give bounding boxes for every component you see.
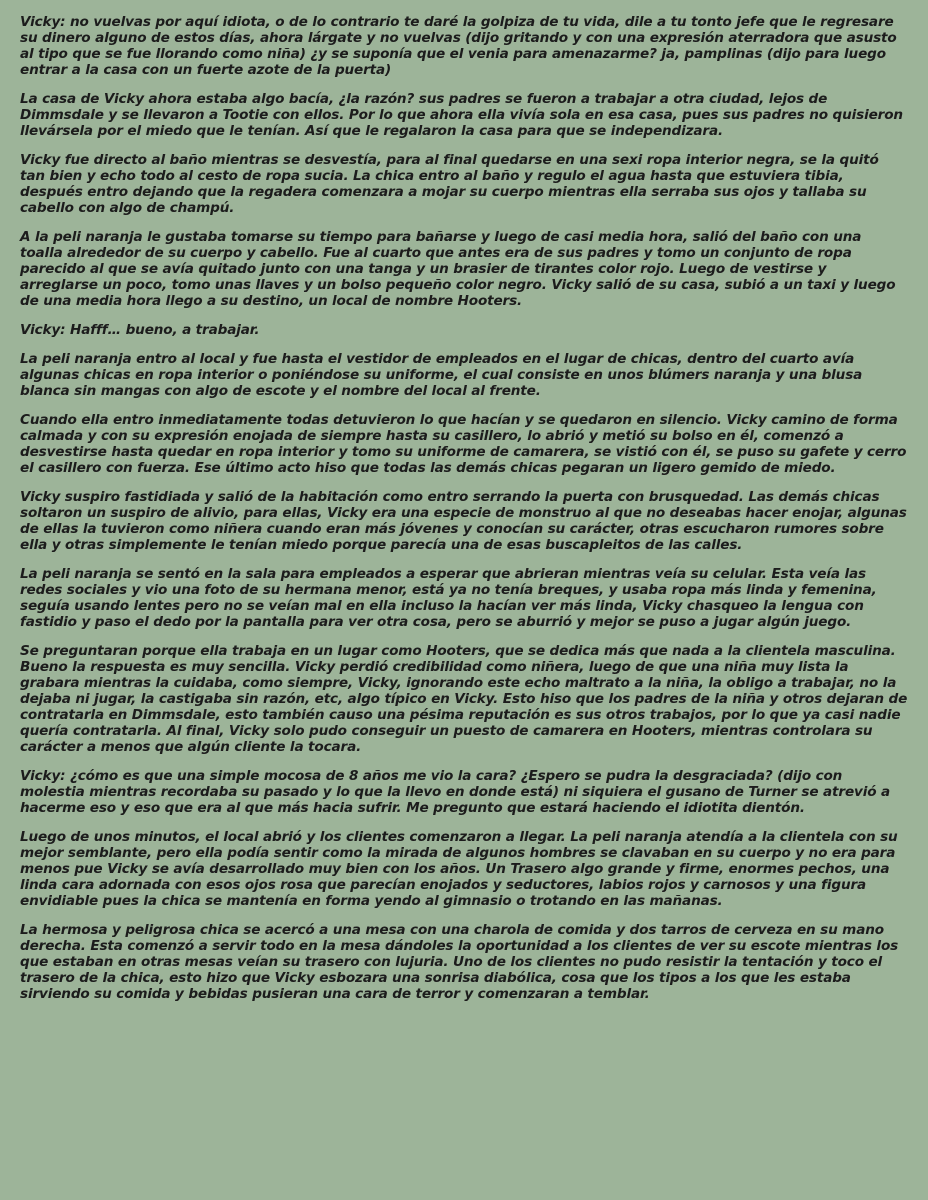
story-paragraph-2: La casa de Vicky ahora estaba algo bacía, ¿la razón? sus padres se fueron a trabajar a otra ciudad, lejos de Dimmsdale y se llevaron a Tootie con ellos. Por lo que ahora ella vivía sola en esa casa, pues sus padres no quisieron llevársela por el miedo que le tenían. Así que le regalaron la casa para que se independizara.	[20, 91, 903, 139]
story-paragraph-11: Vicky: ¿cómo es que una simple mocosa de 8 años me vio la cara? ¿Espero se pudra la desgraciada? (dijo con molestia mientras recordaba su pasado y lo que la llevo en donde está) ni siquiera el gusano de Turner se atrevió a hacerme eso y eso que era al que más hacia sufrir. Me pregunto que estará haciendo el idiotita dientón.	[20, 768, 891, 816]
story-paragraph-1: Vicky: no vuelvas por aquí idiota, o de lo contrario te daré la golpiza de tu vida, dile a tu tonto jefe que le regresare su dinero alguno de estos días, ahora lárgate y no vuelvas (dijo gritando y con una expresión aterradora que asusto al tipo que se fue llorando como niña) ¿y se suponía que el venia para amenazarme? ja, pamplinas (dijo para luego entrar a la casa con un fuerte azote de la puerta)	[20, 14, 897, 78]
story-paragraph-7: Cuando ella entro inmediatamente todas detuvieron lo que hacían y se quedaron en silencio. Vicky camino de forma calmada y con su expresión enojada de siempre hasta su casillero, lo abrió y metió su bolso en él, comenzó a desvestirse hasta quedar en ropa interior y tomo su uniforme de camarera, se vistió con él, se puso su gafete y cerro el casillero con fuerza. Ese último acto hiso que todas las demás chicas pegaran un ligero gemido de miedo.	[20, 412, 907, 476]
story-paragraph-5: Vicky: Hafff… bueno, a trabajar.	[20, 322, 260, 338]
story-paragraph-8: Vicky suspiro fastidiada y salió de la habitación como entro serrando la puerta con brusquedad. Las demás chicas soltaron un suspiro de alivio, para ellas, Vicky era una especie de monstruo al que no deseabas hacer enojar, algunas de ellas la tuvieron como niñera cuando eran más jóvenes y conocían su carácter, otras escucharon rumores sobre ella y otras simplemente le tenían miedo porque parecía una de esas buscapleitos de las calles.	[20, 489, 907, 553]
story-paragraph-13: La hermosa y peligrosa chica se acercó a una mesa con una charola de comida y dos tarros de cerveza en su mano derecha. Esta comenzó a servir todo en la mesa dándoles la oportunidad a los clientes de ver su escote mientras los que estaban en otras mesas veían su trasero con lujuria. Uno de los clientes no pudo resistir la tentación y toco el trasero de la chica, esto hizo que Vicky esbozara una sonrisa diabólica, cosa que los tipos a los que les estaba sirviendo su comida y bebidas pusieran una cara de terror y comenzaran a temblar.	[20, 922, 899, 1002]
story-paragraph-4: A la peli naranja le gustaba tomarse su tiempo para bañarse y luego de casi media hora, salió del baño con una toalla alrededor de su cuerpo y cabello. Fue al cuarto que antes era de sus padres y tomo un conjunto de ropa parecido al que se avía quitado junto con una tanga y un brasier de tirantes color rojo. Luego de vestirse y arreglarse un poco, tomo unas llaves y un bolso pequeño color negro. Vicky salió de su casa, subió a un taxi y luego de una media hora llego a su destino, un local de nombre Hooters.	[20, 229, 896, 309]
story-paragraph-10: Se preguntaran porque ella trabaja en un lugar como Hooters, que se dedica más que nada a la clientela masculina. Bueno la respuesta es muy sencilla. Vicky perdió credibilidad como niñera, luego de que una niña muy lista la grabara mientras la cuidaba, como siempre, Vicky, ignorando este echo maltrato a la niña, la obligo a trabajar, no la dejaba ni jugar, la castigaba sin razón, etc, algo típico en Vicky. Esto hiso que los padres de la niña y otros dejaran de contratarla en Dimmsdale, esto también causo una pésima reputación es sus otros trabajos, por lo que ya casi nadie quería contratarla. Al final, Vicky solo pudo conseguir un puesto de camarera en Hooters, mientras controlara su carácter a menos que algún cliente la tocara.	[20, 643, 908, 755]
story-paragraph-12: Luego de unos minutos, el local abrió y los clientes comenzaron a llegar. La peli naranja atendía a la clientela con su mejor semblante, pero ella podía sentir como la mirada de algunos hombres se clavaban en su cuerpo y no era para menos pue Vicky se avía desarrollado muy bien con los años. Un Trasero algo grande y firme, enormes pechos, una linda cara adornada con esos ojos rosa que parecían enojados y seductores, labios rojos y carnosos y una figura envidiable pues la chica se mantenía en forma yendo al gimnasio o trotando en las mañanas.	[20, 829, 898, 909]
story-paragraph-6: La peli naranja entro al local y fue hasta el vestidor de empleados en el lugar de chicas, dentro del cuarto avía algunas chicas en ropa interior o poniéndose su uniforme, el cual consiste en unos blúmers naranja y una blusa blanca sin mangas con algo de escote y el nombre del local al frente.	[20, 351, 863, 399]
story-paragraph-3: Vicky fue directo al baño mientras se desvestía, para al final quedarse en una sexi ropa interior negra, se la quitó tan bien y echo todo al cesto de ropa sucia. La chica entro al baño y regulo el agua hasta que estuviera tibia, después entro dejando que la regadera comenzara a mojar su cuerpo mientras ella serraba sus ojos y tallaba su cabello con algo de champú.	[20, 152, 879, 216]
story-paragraph-9: La peli naranja se sentó en la sala para empleados a esperar que abrieran mientras veía su celular. Esta veía las redes sociales y vio una foto de su hermana menor, está ya no tenía breques, y usaba ropa más linda y femenina, seguía usando lentes pero no se veían mal en ella incluso la hacían ver más linda, Vicky chasqueo la lengua con fastidio y paso el dedo por la pantalla para ver otra cosa, pero se aburrió y mejor se puso a jugar algún juego.	[20, 566, 877, 630]
